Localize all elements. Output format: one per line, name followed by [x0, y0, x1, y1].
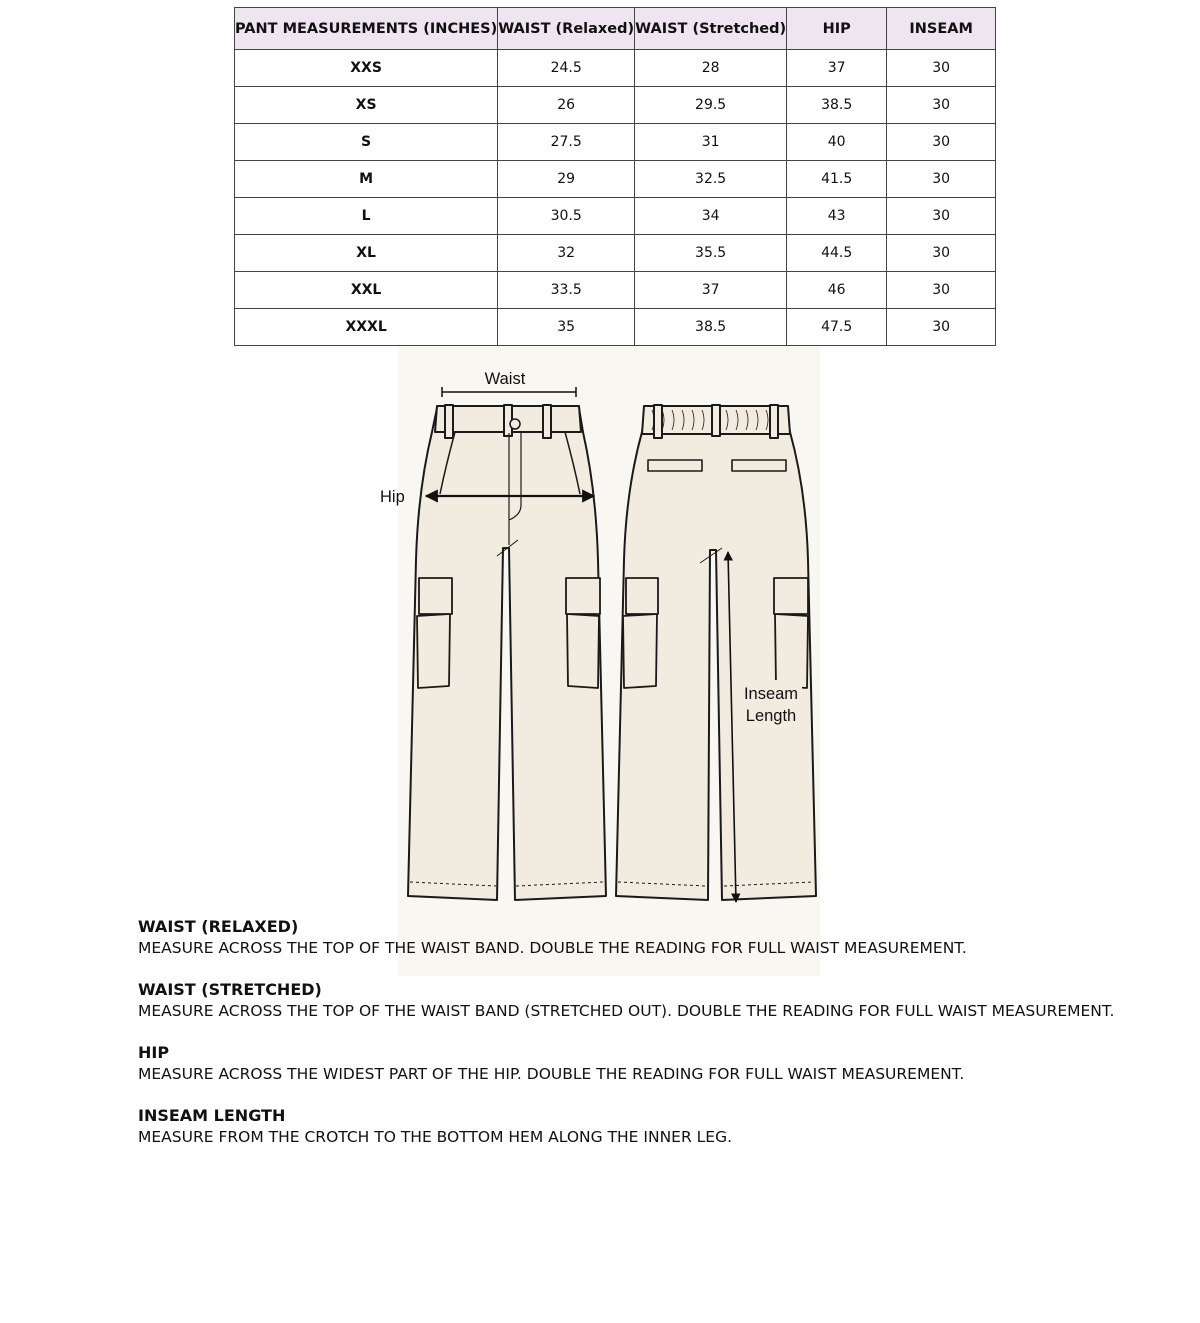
inseam-cell: 30: [887, 235, 996, 272]
table-row: [235, 235, 996, 272]
hip-cell: 37: [787, 50, 887, 87]
waist-stretched-cell: 29.5: [635, 87, 787, 124]
inseam-cell: 30: [887, 50, 996, 87]
hip-label: Hip: [380, 488, 405, 506]
instruction-heading: INSEAM LENGTH: [138, 1106, 286, 1125]
inseam-label-line1: Inseam: [743, 685, 799, 703]
waist-relaxed-cell: 35: [498, 309, 635, 346]
inseam-cell: 30: [887, 272, 996, 309]
size-cell: M: [235, 161, 498, 198]
hip-cell: 41.5: [787, 161, 887, 198]
waist-stretched-cell: 31: [635, 124, 787, 161]
back-welt-pocket: [648, 460, 702, 471]
inseam-label-line2: Length: [745, 707, 797, 725]
belt-loop: [543, 405, 551, 438]
instruction-text: MEASURE ACROSS THE TOP OF THE WAIST BAND (STRETCHED OUT). DOUBLE THE READING FOR FULL WAIST MEASUREMENT.: [138, 1002, 1115, 1020]
hip-cell: 47.5: [787, 309, 887, 346]
instruction-heading: WAIST (STRETCHED): [138, 980, 322, 999]
size-cell: XL: [235, 235, 498, 272]
hip-cell: 44.5: [787, 235, 887, 272]
size-cell: XS: [235, 87, 498, 124]
header-hip: HIP: [787, 8, 887, 50]
inseam-cell: 30: [887, 161, 996, 198]
back-welt-pocket: [732, 460, 786, 471]
instruction-text: MEASURE ACROSS THE WIDEST PART OF THE HIP. DOUBLE THE READING FOR FULL WAIST MEASUREMENT.: [138, 1065, 965, 1083]
waist-stretched-cell: 37: [635, 272, 787, 309]
waist-relaxed-cell: 32: [498, 235, 635, 272]
instruction-waist-stretched: [138, 979, 1138, 1022]
waist-stretched-cell: 38.5: [635, 309, 787, 346]
waist-stretched-cell: 28: [635, 50, 787, 87]
instruction-text: MEASURE FROM THE CROTCH TO THE BOTTOM HEM ALONG THE INNER LEG.: [138, 1128, 733, 1146]
measurement-instructions: [138, 916, 1138, 1168]
instruction-waist-relaxed: [138, 916, 1138, 959]
hip-cell: 43: [787, 198, 887, 235]
size-cell: XXXL: [235, 309, 498, 346]
belt-loop: [654, 405, 662, 438]
size-cell: L: [235, 198, 498, 235]
waist-relaxed-cell: 33.5: [498, 272, 635, 309]
header-waist-relaxed: WAIST (Relaxed): [498, 8, 635, 50]
hip-cell: 46: [787, 272, 887, 309]
belt-loop: [712, 405, 720, 436]
waist-label: Waist: [484, 370, 526, 388]
waist-stretched-cell: 32.5: [635, 161, 787, 198]
waist-relaxed-cell: 26: [498, 87, 635, 124]
belt-loop: [770, 405, 778, 438]
belt-loop: [445, 405, 453, 438]
waist-relaxed-cell: 24.5: [498, 50, 635, 87]
table-row: [235, 124, 996, 161]
instruction-inseam: [138, 1105, 1138, 1148]
table-row: [235, 198, 996, 235]
inseam-cell: 30: [887, 124, 996, 161]
hip-cell: 38.5: [787, 87, 887, 124]
waist-relaxed-cell: 29: [498, 161, 635, 198]
size-chart-table: [234, 7, 996, 346]
table-header-row: [235, 8, 996, 50]
inseam-cell: 30: [887, 198, 996, 235]
front-cargo-pocket-right: [566, 578, 600, 688]
front-cargo-pocket-left: [417, 578, 452, 688]
header-pant-measurements: PANT MEASUREMENTS (INCHES): [235, 8, 498, 50]
size-cell: XXS: [235, 50, 498, 87]
header-waist-stretched: WAIST (Stretched): [635, 8, 787, 50]
size-cell: XXL: [235, 272, 498, 309]
instruction-text: MEASURE ACROSS THE TOP OF THE WAIST BAND. DOUBLE THE READING FOR FULL WAIST MEASUREMENT.: [138, 939, 967, 957]
waist-stretched-cell: 34: [635, 198, 787, 235]
instruction-heading: HIP: [138, 1043, 170, 1062]
back-cargo-pocket-right: [774, 578, 808, 688]
table-row: [235, 161, 996, 198]
size-cell: S: [235, 124, 498, 161]
table-row: [235, 272, 996, 309]
instruction-heading: WAIST (RELAXED): [138, 917, 299, 936]
inseam-cell: 30: [887, 309, 996, 346]
table-row: [235, 87, 996, 124]
instruction-hip: [138, 1042, 1138, 1085]
back-cargo-pocket-left: [623, 578, 658, 688]
inseam-cell: 30: [887, 87, 996, 124]
table-row: [235, 50, 996, 87]
header-inseam: INSEAM: [887, 8, 996, 50]
waist-relaxed-cell: 27.5: [498, 124, 635, 161]
waist-stretched-cell: 35.5: [635, 235, 787, 272]
waist-relaxed-cell: 30.5: [498, 198, 635, 235]
hip-cell: 40: [787, 124, 887, 161]
pants-measurement-diagram: [0, 340, 1200, 980]
waist-button: [510, 419, 520, 429]
